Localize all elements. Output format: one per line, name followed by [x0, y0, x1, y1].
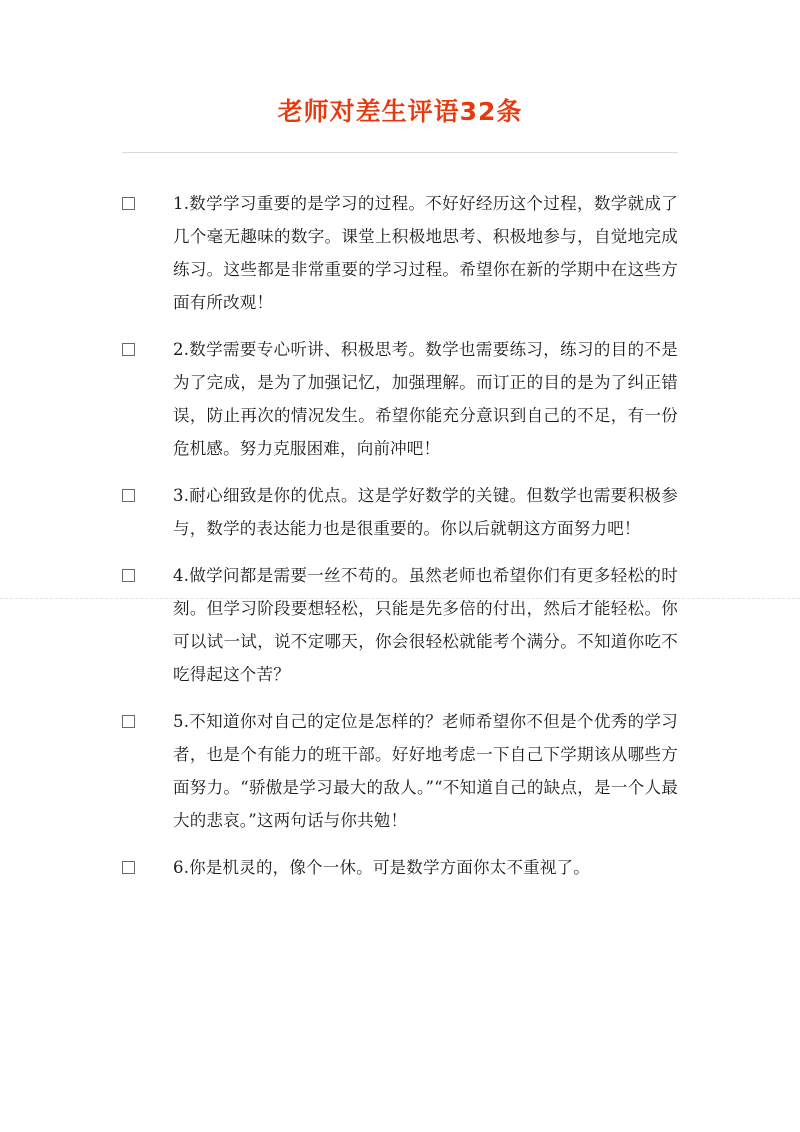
checkbox-icon [122, 715, 135, 728]
paragraph-item [122, 333, 678, 465]
paragraph-item [122, 705, 678, 837]
paragraph-item [122, 851, 678, 884]
checkbox-icon [122, 861, 135, 874]
paragraph-text: 1.数学学习重要的是学习的过程。不好好经历这个过程，数学就成了几个毫无趣味的数字。课堂上积极地思考、积极地参与，自觉地完成练习。这些都是非常重要的学习过程。希望你在新的学期中在这些方面有所改观！ [173, 193, 678, 312]
checkbox-icon [122, 343, 135, 356]
paragraph-text: 4.做学问都是需要一丝不苟的。虽然老师也希望你们有更多轻松的时刻。但学习阶段要想轻松，只能是先多倍的付出，然后才能轻松。你可以试一试，说不定哪天，你会很轻松就能考个满分。不知道你吃不吃得起这个苦？ [173, 565, 678, 684]
paragraph-item [122, 479, 678, 545]
paragraph-item [122, 559, 678, 691]
paragraph-text: 5.不知道你对自己的定位是怎样的？老师希望你不但是个优秀的学习者，也是个有能力的班干部。好好地考虑一下自己下学期该从哪些方面努力。“骄傲是学习最大的敌人。”“不知道自己的缺点，是一个人最大的悲哀。”这两句话与你共勉！ [173, 711, 678, 830]
paragraph-item [122, 187, 678, 319]
paragraph-text: 3.耐心细致是你的优点。这是学好数学的关键。但数学也需要积极参与，数学的表达能力也是很重要的。你以后就朝这方面努力吧！ [173, 485, 678, 538]
checkbox-icon [122, 197, 135, 210]
paragraph-text: 2.数学需要专心听讲、积极思考。数学也需要练习，练习的目的不是为了完成，是为了加强记忆，加强理解。而订正的目的是为了纠正错误，防止再次的情况发生。希望你能充分意识到自己的不足，有一份危机感。努力克服困难，向前冲吧！ [173, 339, 678, 458]
checkbox-icon [122, 489, 135, 502]
page-fold-divider [0, 598, 800, 599]
title-divider [122, 152, 678, 153]
checkbox-icon [122, 569, 135, 582]
document-body [122, 187, 678, 884]
page-title: 老师对差生评语32条 [277, 97, 523, 126]
paragraph-text: 6.你是机灵的，像个一休。可是数学方面你太不重视了。 [173, 857, 590, 877]
